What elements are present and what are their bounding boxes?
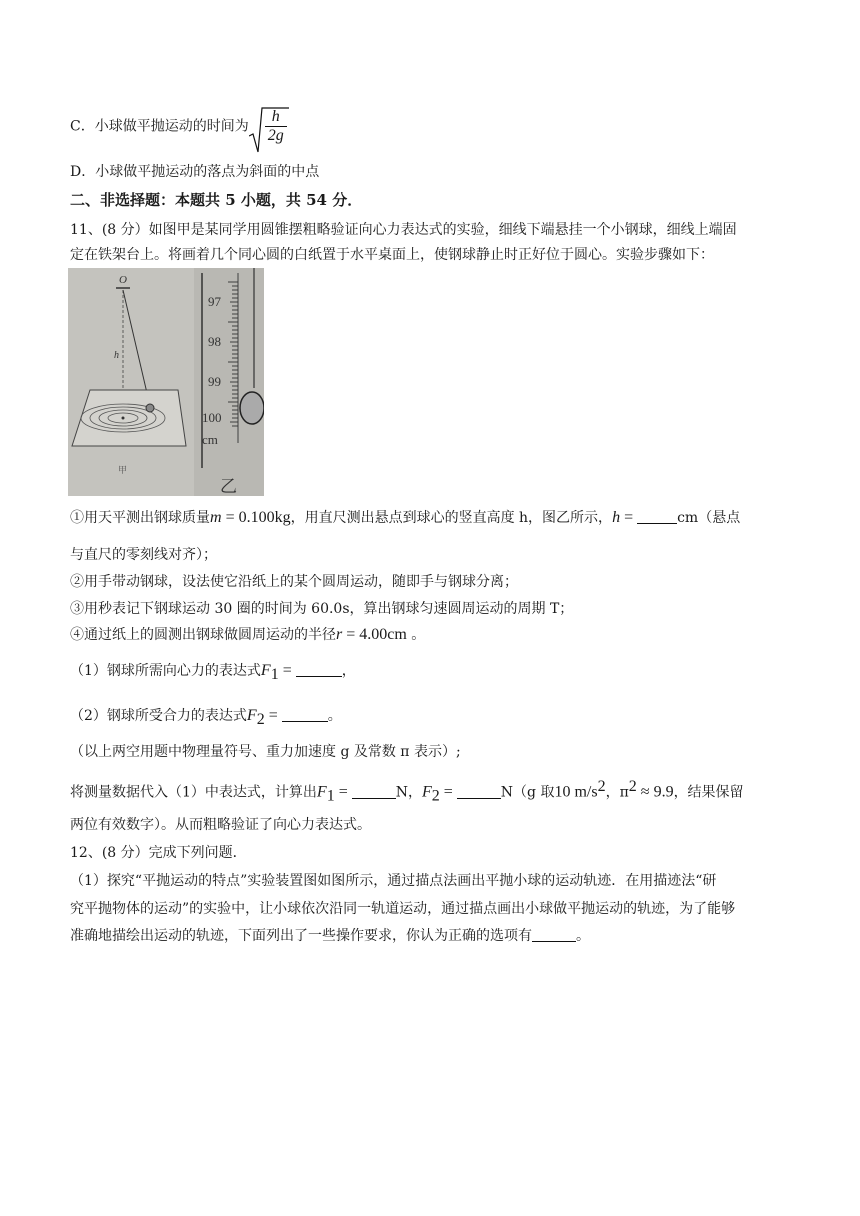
sub-1-end: ， <box>341 663 356 679</box>
circle-center <box>122 417 125 420</box>
ruler-label-98: 98 <box>208 334 221 349</box>
step-1: ①用天平测出钢球质量m = 0.100kg，用直尺测出悬点到球心的竖直高度 h，图乙所示，h = cm（悬点 <box>70 509 741 526</box>
blank-f1-expression[interactable] <box>296 662 342 677</box>
q12-paragraph-line3 <box>70 926 590 946</box>
option-c <box>70 108 287 145</box>
section-title: 二、非选择题：本题共 5 小题，共 54 分． <box>70 191 363 209</box>
sub-2-end: 。 <box>327 708 342 724</box>
q12-line3-end: 。 <box>576 928 590 944</box>
sub-question-1: （1）钢球所需向心力的表达式$F_1$ = ， <box>70 662 356 683</box>
step-4-text: ④通过纸上的圆测出钢球做圆周运动的半径 <box>70 627 336 643</box>
calc-f1-symbol: F <box>316 783 327 801</box>
option-d: D．小球做平抛运动的落点为斜面的中点 <box>70 164 320 180</box>
f1-symbol: F <box>260 662 271 679</box>
steel-ball <box>146 404 154 412</box>
ruler-ball <box>240 392 264 424</box>
calc-text: 将测量数据代入（1）中表达式，计算出 <box>70 784 317 801</box>
ruler-unit: cm <box>202 432 218 447</box>
blank-f2-value[interactable] <box>457 784 501 799</box>
f2-symbol: F <box>246 707 257 724</box>
calc-f2-subscript: 2 <box>431 787 440 805</box>
calc-line: 将测量数据代入（1）中表达式，计算出$F_1 = N$，$F_2 = N(g$ 取10 $m/s^2$，$\pi^2 \approx 9.9$，结果保留 <box>70 778 744 805</box>
step-4-end: 。 <box>406 627 426 643</box>
calc-end: ，结果保留 <box>673 784 744 801</box>
label-h: h <box>114 350 119 361</box>
f1-subscript: 1 <box>270 665 279 683</box>
sub-question-2: （2）钢球所受合力的表达式$F_2$ = 。 <box>70 707 342 728</box>
mass-value: = 0.100kg <box>221 509 291 526</box>
step-1-unit: cm（悬点 <box>677 510 741 526</box>
label-jia: 甲 <box>118 466 128 476</box>
height-symbol: h <box>612 509 621 526</box>
calc-f1-subscript: 1 <box>326 787 335 805</box>
calc-unit-2: N（g 取 <box>500 784 555 801</box>
step-1-text: ①用天平测出钢球质量 <box>70 510 210 526</box>
blank-q12-options[interactable] <box>532 927 576 942</box>
q11-intro-line2: 定在铁架台上。将画着几个同心圆的白纸置于水平桌面上，使钢球静止时正好位于圆心。实验步骤如下： <box>70 247 714 263</box>
pi-symbol: ，π <box>605 784 629 801</box>
paper-sheet <box>72 390 186 446</box>
fraction-numerator: h <box>265 108 287 127</box>
mass-symbol: m <box>210 509 222 526</box>
gravity-exponent: 2 <box>597 778 606 795</box>
pi-value: ≈ 9.9 <box>636 783 674 801</box>
pi-exponent: 2 <box>628 778 637 795</box>
radius-value: = 4.00cm <box>342 626 407 643</box>
sqrt-expression <box>249 108 287 145</box>
sub-1-text: （1）钢球所需向心力的表达式 <box>70 663 261 679</box>
calc-line-2: 两位有效数字）。从而粗略验证了向心力表达式。 <box>70 817 371 833</box>
q12-title: 12、(8 分）完成下列问题． <box>70 845 247 861</box>
blank-f2-expression[interactable] <box>282 707 328 722</box>
blank-h[interactable] <box>637 509 677 524</box>
sqrt-sign-icon <box>249 106 289 154</box>
ruler-label-97: 97 <box>208 294 221 309</box>
q11-intro-line1: 11、(8 分）如图甲是某同学用圆锥摆粗略验证向心力表达式的实验，细线下端悬挂一个小钢球，细线上端固 <box>70 222 737 238</box>
f2-subscript: 2 <box>256 710 265 728</box>
step-2: ②用手带动钢球，设法使它沿纸上的某个圆周运动，随即手与钢球分离； <box>70 574 518 590</box>
step-4 <box>70 625 425 645</box>
q12-line3-text: 准确地描绘出运动的轨迹，下面列出了一些操作要求，你认为正确的选项有 <box>70 928 532 944</box>
option-c-text: C．小球做平抛运动的时间为 <box>70 118 249 135</box>
q12-paragraph-line1: （1）探究“平抛运动的特点”实验装置图如图所示，通过描点法画出平抛小球的运动轨迹．在用描迹法“研 <box>70 873 717 889</box>
step-1-text-2: ，用直尺测出悬点到球心的竖直高度 h，图乙所示， <box>290 510 613 526</box>
ruler-label-99: 99 <box>208 374 221 389</box>
step-3: ③用秒表记下钢球运动 30 圈的时间为 60.0s，算出钢球匀速圆周运动的周期 T； <box>70 601 574 617</box>
note-line: （以上两空用题中物理量符号、重力加速度 g 及常数 π 表示）; <box>70 744 461 760</box>
experiment-figure <box>68 268 264 496</box>
label-o: O <box>119 274 127 286</box>
calc-f2-symbol: F <box>421 783 432 801</box>
blank-f1-value[interactable] <box>352 784 396 799</box>
label-yi: 乙 <box>220 477 237 496</box>
calc-unit-1: N， <box>395 784 422 801</box>
gravity-value: 10 m/s <box>554 783 598 801</box>
sub-2-text: （2）钢球所受合力的表达式 <box>70 708 247 724</box>
ruler-label-100: 100 <box>202 410 222 425</box>
fraction-denominator: 2g <box>267 127 284 144</box>
radius-symbol: r <box>336 626 343 643</box>
q12-paragraph-line2: 究平抛物体的运动”的实验中，让小球依次沿同一轨道运动，通过描点画出小球做平抛运动的轨迹，为了能够 <box>70 901 736 917</box>
step-1-continued: 与直尺的零刻线对齐）； <box>70 547 217 563</box>
figure-jia-panel <box>68 268 194 496</box>
